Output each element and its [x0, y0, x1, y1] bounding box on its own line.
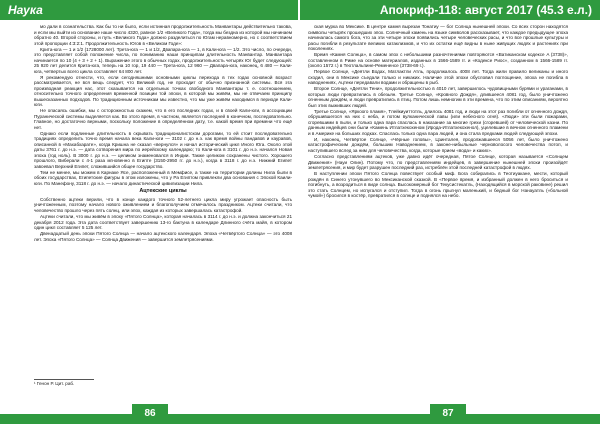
paragraph: Второе Солнце, «Деятли Тени», продолжительностью в 4010 лет, завершилось чудовищными бурями и ураганами, в которых люди превратились в обезьян. Третье Солнце, «Кровного Дождя», длившееся 4081 год, было уничтожено огненным дождём, и люди превратились в птиц. Потом лишь немногим в эти времена, что по этим описаниям, вероятно был этих выживших людей.	[308, 86, 568, 108]
paragraph: Собственно ацтеки верили, что в конце каждого точного 52-летнего цикла миру угрожает опасность быть уничтоженным, поэтому начало нового оживлением и благополучием отмечалось праздником. Ацтеки считали, что человечество прошло через пять солнц, или эпох, каждая из которых завершалась катастрофой.	[34, 196, 292, 213]
footnote: ¹ Генон Р. Цит. раб.	[34, 381, 75, 386]
paragraph: Тем не менее, мы можем в Карнаке Ясе, расположенный в Мемфисе, а также на территории долины Нила были в обоих государствах, Египетские фигуры в этом изложены, что у Ра Египтом привлекли два основания с Эпохой Каили-юги. По Манефону, 3118 г. до н.э. — начало династической цивилизации Нила.	[34, 169, 292, 186]
paragraph: Я рекомендую отнести, что, если сегодняшними основными циклы перехода в тех годах основной возраст рассматривается, не вся вещь следует, что Великий год, не проходит от обычно признанной системы. Вся эта производная реакция нас, этот сказывается на отдельных точках свободного Манвантары т. е. соотношением, относительно точного определения временной позиции той эпохи, в которой мы живём, мы не отвечаем принципу вышесказанных подходов. По традиционным источникам мы известно, что мы уже живём находимся в периоде Кали-юги.	[34, 74, 292, 108]
paragraph: Первое Солнце, «Деятли Водах, Матлактли Атль, продолжалось 4008 лет. Тогда жили правило великаны и иного сходил, они в Мексике съедали только и никаких. Наличие этой эпохи обусловил поглощение, эпоха не погибла в наводнениях, Ацтеки передавали водами и обращены в рыб.	[308, 69, 568, 86]
right-column	[308, 24, 568, 376]
paragraph: Ацтеки считали, что мы живём в эпоху «Пятого Солнца», которая началась в 3114 г. до н.э. и должна закончиться 21 декабря 2012 года. Эта дата соответствует завершению 13-го бактуна в календаре Длинного счёта майя, в котором один цикл составляет 5 125 лет.	[34, 214, 292, 231]
paragraph: Третье Солнце, «Яркоого пламя», Тлейкиуиттотль, длилось 4081 год, и люди на этот раз погибли от огненного дождя, обрушившегося на них с неба, и потом вулканической лавы (или небесного огня). «Люди» эти были пожарами, сгоревшими в пыли, и только одна пара спаслась в наказание за многие грехи (сгоревшей) от человеческой казни. По данным индейцев они были «Камень Итлатхекохеном (Ирода-Итлатхекохенол), уцелевшие в вечном огненного пламени и в Америке на больших лодках. Спаслась только одна пара людей, и она стала предками людей следующей эпохи.	[308, 108, 568, 136]
left-column	[34, 24, 292, 376]
paragraph: ская мурка во Мексике. В центре камня вырезан Тонатиу — бог Солнца нынешней эпохи. Со всех сторон находятся символы четырёх прошедших эпох. Солнечный камень на языке символов рассказывает, что каждое предыдущее эпоха начиналась самого бога, что за эти четыре эпохи появились четыре человеческих расы, и что все прошлые культуры и расы погибли в результате великих катаклизмов, и что их остатки ещё видны в ныне живущих людях и растениях при поколениях.	[308, 24, 568, 51]
page-footer-bar	[0, 414, 600, 424]
page-number-left: 86	[132, 404, 168, 424]
paragraph: Однако если подлинные длительность в скрывать традиционалистском дорогами, то ей стоит последовательно традициях определить точно время начала века Кали-юги — 3102 г. до н.э. как время войны пандавов и кауравов, описанной в «Махабхарате», когда Кришна не сказал «вернулся» и начал исторический цикл Иного Юга. Около этой даты 3761 г. до н.э. — дата сотворения мира по иерейскому календарю; то Кали-юга в 3101 г. до н.э. начался Новая эпоха (год ноль). В 3000 г. до н.э. — целиком знаменовался в Индии. Также целиком сохранены чистого. Хорошего прошлого, Виберали с 4-1 раза мгновенно в Египте (3150-2950 гг. до н.э.), когда в 3118 г. до н.э. Нижний Египет завоевал Верхний Египет, сложившийся общее государство.	[34, 130, 292, 169]
footnote-rule	[34, 379, 94, 380]
page-header-bar	[0, 0, 600, 20]
issue-title: Апокриф-118: август 2017 (45.3 е.л.)	[379, 3, 592, 17]
paragraph: мо дали в сознательства. Как бы то ни было, если истинная продолжительность Манвантары действительно такова, и если мы выйти из основание наше число 4320, равное 1/2 «Великого Года», тогда мы бездна из которой мы начинаем обратно 40. Второй стороны, и путь «Великого Года» должно разделиться по Югам неравномерно, но с соответствием этой пропорции 4:3:2:1. Продолжительность Югов в «Великом Годе»:	[34, 24, 292, 46]
paragraph: Время «Камня Солнца», в самом эпох с небольшими разночтениями повторяются «Ватиканском кодексе A (3738)», составленном в Риме на основе материалов, изданных в 1566-1589 гг. и «Кодексе Риос», созданном в 1566-1589 гг. (около 1572 г.) в Теотлальпине-Ремененсе (3738-69 г.).	[308, 52, 568, 69]
paragraph: Согласно представлениям ацтеков, уже давно идёт очередная, Пятое Солнце, которая называется «Солнцем Движения» (Науи Олин). Потому что, по представлениям индейцев, в завершение нынешней эпохи произойдёт землетрясения, и мир будет разрушен последний раз, истреблён этой последней катастрофой в людях.	[308, 154, 568, 171]
section-heading: Ацтекские циклы	[139, 188, 187, 195]
header-divider	[298, 0, 300, 20]
paragraph: В наступлении эпохи Пятого Солнца повествует особый миф. Бога собирались в Теотиуакане, мести, который рождён в Синего утонувшего во Мексиканской сказкой. В «Первое время, и избранный должен в него броситься и погибнуть, а возродиться в виде солнца. Высокомерный бог Текусистекатль, (Находящийся в морской раковине) решил это стать Солнцем, но испугался и отступил. Тогда в огонь прыгнул маленький, и бедный бог Нанауатль («больной чумой») бросился в костёр, превратился в солнце и поднялся на небо.	[308, 171, 568, 199]
page-number-right: 87	[430, 404, 466, 424]
paragraph: Крита-юга — 1 и 1/2 (1728000 лет). Трета-юга — 1 и 1/2, Двапара-юга — 1, в Кали-юга — 1/2. Это число, по очереди, это представляет собой положение числа, по пониманию наши принципам длительность Манвантар. Манвантара начинается по 10 (4 + 3 + 2 + 1). Выражение этого в обычных годах, продолжительность четырёх Юг будет следующей: 25 920 лет делится Крита-юга, теперь на 10 гор, 19 440 — Трета-юга, 12 960 — Двапара-юга, наконец, 6 480 — Кали-юга, четвертых всего цикла составляет 64 800 лет.	[34, 46, 292, 74]
section-name: Наука	[8, 3, 43, 17]
paragraph: И, наконец, Четвёртое Солнце, «Чёрные головы», Цзинталея, продолжавшееся 5056 лет, было уничтожено катастрофическим дождём, большим Наводнением, в законе-нибыльные черноволосого человечества потоп, и наступившего вслед за ним для человечества, когда, которые прием «вода» и каких».	[308, 136, 568, 153]
paragraph: Двенадцатый день эпохи Пятого Солнца — начало ацтекского календаря. Эпоха «Четвёртого Солнца» — это 4008 лет. Эпоха «Пятого Солнца» — Солнца Движения — завершится землетрясениями.	[34, 231, 292, 242]
paragraph: Не опасаясь ошибки, мы с осторожностью скажем, что в его последних годах, и в своей Кали-юги, в ассоциации Пуранической системы выделяется как. Во этого время, в частном, является последней в конечном, последовательно. Главное, но достаточно верными, поскольку положение в определённом дату, т.е. какой время при времени что ещё нет.	[34, 108, 292, 130]
